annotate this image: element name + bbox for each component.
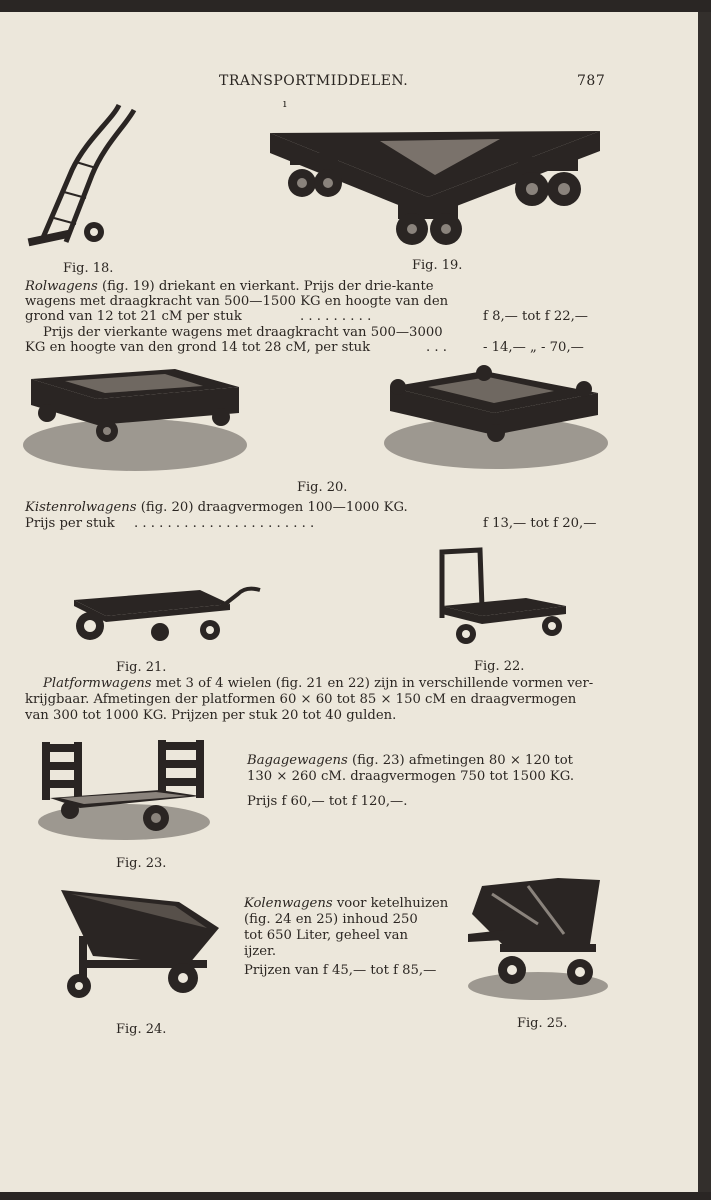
bagagewagens-line-2: 130 × 260 cM. draagvermogen 750 tot 1500 KG.: [247, 769, 575, 784]
stray-mark: ı: [283, 97, 287, 110]
fig19-triangular-dolly-illustration: [270, 125, 610, 253]
fig18-caption: Fig. 18.: [63, 261, 114, 276]
hand-truck-left-rail: [42, 105, 119, 240]
castor-right: [515, 157, 581, 206]
fig23-caption: Fig. 23.: [116, 856, 167, 871]
page-number: 787: [577, 73, 606, 89]
rolwagens-line-4: Prijs der vierkante wagens met draagkracht van 500—3000: [43, 325, 443, 340]
kistenrolwagens-price: f 13,— tot f 20,—: [483, 516, 597, 531]
page-edge: [698, 12, 711, 1192]
kistenrolwagens-term: Kistenrolwagens: [25, 500, 137, 515]
rolwagens-line-2: wagens met draagkracht van 500—1500 KG en hoogte van den: [25, 294, 449, 309]
bagagewagens-term: Bagagewagens: [247, 753, 348, 768]
fig21-caption: Fig. 21.: [116, 660, 167, 675]
bagagewagens-line-1: [247, 754, 573, 767]
bagagewagens-price: Prijs f 60,— tot f 120,—.: [247, 794, 408, 809]
fig23-baggage-wagon-illustration: [40, 738, 208, 840]
rolwagens-dot-leader-5: . . .: [426, 340, 447, 355]
fig20-caption: Fig. 20.: [297, 480, 348, 495]
bagagewagens-line-1-text: (fig. 23) afmetingen 80 × 120 tot: [351, 753, 573, 768]
rolwagens-price-3: f 8,— tot f 22,—: [483, 309, 588, 324]
rolwagens-line-5: KG en hoogte van den grond 14 tot 28 cM, per stuk: [25, 340, 371, 355]
kistenrolwagens-line-1-text: (fig. 20) draagvermogen 100—1000 KG.: [140, 500, 408, 515]
fig22-caption: Fig. 22.: [474, 659, 525, 674]
fig24-caption: Fig. 24.: [116, 1022, 167, 1037]
castor-left: [288, 153, 342, 197]
hand-truck-nose-plate: [28, 230, 71, 247]
running-header-title: TRANSPORTMIDDELEN.: [219, 73, 409, 89]
platformwagens-term: Platformwagens: [43, 676, 152, 691]
fig20-box-dolly-right-illustration: [384, 365, 606, 471]
kolenwagens-line-4: ijzer.: [244, 944, 277, 959]
kolenwagens-line-1: [244, 897, 448, 910]
baggage-wagon-front-rack: [158, 740, 204, 798]
castor-front: [396, 205, 462, 245]
fig18-hand-truck-illustration: [24, 100, 144, 258]
kolenwagens-line-1-text: voor ketelhuizen: [336, 896, 449, 911]
fig22-platform-wagon-illustration: [436, 546, 571, 646]
kolenwagens-price: Prijzen van f 45,— tot f 85,—: [244, 963, 437, 978]
fig19-caption: Fig. 19.: [412, 258, 463, 273]
fig20-box-dolly-left-illustration: [25, 365, 245, 473]
rolwagens-price-5: - 14,— „ - 70,—: [483, 340, 584, 355]
baggage-wagon-rear-rack: [42, 742, 82, 800]
platformwagens-line-1-text: met 3 of 4 wielen (fig. 21 en 22) zijn in verschillende vormen ver-: [155, 676, 594, 691]
kistenrolwagens-line-1: [25, 501, 408, 514]
fig25-coal-wagon-illustration: [468, 874, 608, 998]
fig21-platform-wagon-illustration: [70, 584, 265, 646]
rolwagens-line-3: grond van 12 tot 21 cM per stuk: [25, 309, 242, 324]
rolwagens-line-1-text: (fig. 19) driekant en vierkant. Prijs der drie-kante: [101, 279, 434, 294]
fig24-coal-wagon-illustration: [57, 886, 225, 1006]
platformwagens-line-2: krijgbaar. Afmetingen der platformen 60 × 60 tot 85 × 150 cM en draagvermogen: [25, 692, 577, 707]
kolenwagens-line-2: (fig. 24 en 25) inhoud 250: [244, 912, 418, 927]
platformwagens-line-3: van 300 tot 1000 KG. Prijzen per stuk 20 tot 40 gulden.: [25, 708, 397, 723]
kistenrolwagens-dot-leader: . . . . . . . . . . . . . . . . . . . . . .: [134, 516, 315, 531]
kolenwagens-term: Kolenwagens: [244, 896, 333, 911]
fig25-caption: Fig. 25.: [517, 1016, 568, 1031]
kolenwagens-line-3: tot 650 Liter, geheel van: [244, 928, 408, 943]
platformwagens-line-1: [43, 677, 593, 690]
rolwagens-dot-leader-3: . . . . . . . . .: [300, 309, 372, 324]
rolwagens-line-1: [25, 280, 434, 293]
rolwagens-term: Rolwagens: [25, 279, 98, 294]
kistenrolwagens-line-2: Prijs per stuk: [25, 516, 115, 531]
